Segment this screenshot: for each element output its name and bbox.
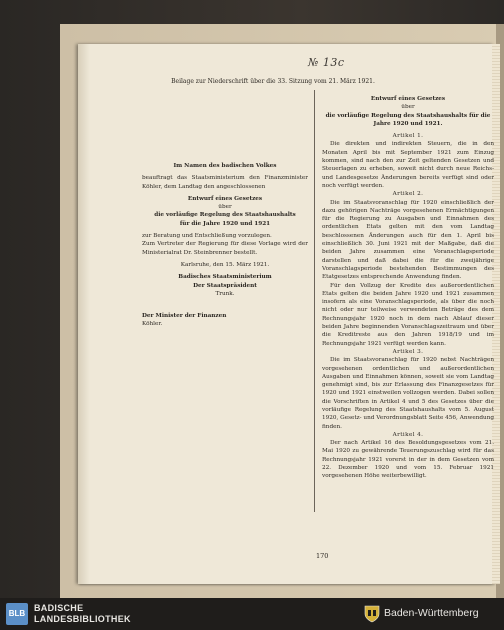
document-header: Beilage zur Niederschrift über die 33. Sitzung vom 21. März 1921. xyxy=(171,78,375,85)
right-column xyxy=(322,95,494,481)
article-4-label: Artikel 4. xyxy=(392,431,424,438)
library-name-line1: BADISCHE xyxy=(34,603,84,613)
state-name[interactable]: Baden-Württemberg xyxy=(384,607,479,619)
column-divider xyxy=(314,90,315,512)
left-ministry: Badisches Staatsministerium xyxy=(178,274,272,281)
coat-of-arms-icon xyxy=(364,605,380,623)
article-3-label: Artikel 3. xyxy=(392,348,424,355)
article-1-label: Artikel 1. xyxy=(392,133,424,140)
blb-logo[interactable] xyxy=(6,603,28,625)
left-purpose: zur Beratung und Entschließung vorzulegen. xyxy=(142,233,272,240)
right-entwurf: Entwurf eines Gesetzes xyxy=(370,96,446,102)
library-name[interactable] xyxy=(34,603,131,625)
right-title: die vorläufige Regelung des Staatshaushalts für die Jahre 1920 und 1921. xyxy=(325,112,491,127)
left-president-title: Der Staatspräsident xyxy=(193,282,257,289)
library-name-line2: LANDESBIBLIOTHEK xyxy=(34,614,131,624)
left-minister-name: Köhler. xyxy=(142,321,163,328)
page-gutter xyxy=(78,44,90,584)
left-place-date: Karlsruhe, den 15. März 1921. xyxy=(180,261,270,268)
document-number: № 13c xyxy=(308,56,345,69)
article-2-text: Die im Staatsvoranschlag für 1920 einschließlich der dazu gehörigen Nachträge vorgesehenen Ermächtigungen für die Regierung zu Ausgaben und Einnahmen des ordentlichen Etats gelten mit den vom Landtag beschlossenen Änderungen auch für den 1. April bis einschließlich 30. Juni 1921 mit der Maßgabe, daß die beiden Jahre zusammen eine Voranschlagsperiode darstellen und daß dabei die für die zweijährige Voranschlagsperiode bestehenden Bestimmungen des Etatgesetzes entsprechende Anwendung finden. xyxy=(322,199,494,281)
left-ueber: über xyxy=(218,204,232,211)
left-representative: Zum Vertreter der Regierung für diese Vorlage wird der Ministerialrat Dr. Steinbrenner bestellt. xyxy=(142,241,308,256)
left-intro: beauftragt das Staatsministerium den Finanzminister Köhler, dem Landtag den angeschlossenen xyxy=(142,175,308,190)
article-4-text: Der nach Artikel 16 des Besoldungsgesetzes vom 21. Mai 1920 zu gewährende Teuerungszuschlag wird für das Rechnungsjahr 1921 vorerst in der in dem Gesetzen vom 22. Dezember 1920 und vom 15. Februar 1921 vorgesehenen Höhe weiterbewilligt. xyxy=(322,440,494,480)
footer-bar xyxy=(0,598,504,630)
left-column xyxy=(142,162,308,329)
left-title-line2: für die Jahre 1920 und 1921 xyxy=(179,220,271,227)
article-2-label: Artikel 2. xyxy=(392,191,424,198)
left-title-line1: die vorläufige Regelung des Staatshaushalts xyxy=(154,212,296,219)
blb-logo-text: BLB xyxy=(8,609,26,618)
document-page xyxy=(78,44,494,584)
left-entwurf: Entwurf eines Gesetzes xyxy=(187,195,263,202)
article-1-text: Die direkten und indirekten Steuern, die in den Monaten April bis mit September 1921 zum Einzug kommen, sind nach den zur Zeit geltenden Gesetzen und Steuerlagen zu erheben, soweit nicht durch neue Reichs- und Landesgesetze Änderungen bereits verfügt sind oder noch verfügt werden. xyxy=(322,141,494,189)
page-number: 170 xyxy=(316,552,329,560)
left-minister-title: Der Minister der Finanzen xyxy=(142,313,227,320)
left-heading: Im Namen des badischen Volkes xyxy=(173,163,277,169)
left-president-name: Trunk. xyxy=(215,290,235,297)
right-ueber: über xyxy=(401,104,415,111)
article-3-text: Die im Staatsvoranschlag für 1920 nebst Nachträgen vorgesehenen ordentlichen und außerordentlichen Ausgaben und Einnahmen können, soweit sie vom Landtag genehmigt sind, bis zur Erlassung des Finanzgesetzes für 1920 und 1921 einstweilen vollzogen werden. Dabei sollen die Vorschriften in Artikel 4 und 5 des Gesetzes über die vorläufige Regelung des Staatshaushalts vom 5. August 1920, Gesetz- und Verordnungsblatt Seite 456, Anwendung finden. xyxy=(322,357,494,430)
article-2-paragraph-2: Für den Vollzug der Kredite des außerordentlichen Etats gelten die beiden Jahre 1920 und 1921 zusammen insofern als eine Voranschlagsperiode, als über die noch nicht oder nur teilweise verwendeten Beträge des dem Rechnungsjahr 1920 noch in dem nach Ablauf dieser beiden Jahre beginnenden Voranschlagszeitraum und über die Kreditreste aus den Jahren 1918/19 und im Rechnungsjahr 1921 verfügt werden kann. xyxy=(322,282,494,347)
